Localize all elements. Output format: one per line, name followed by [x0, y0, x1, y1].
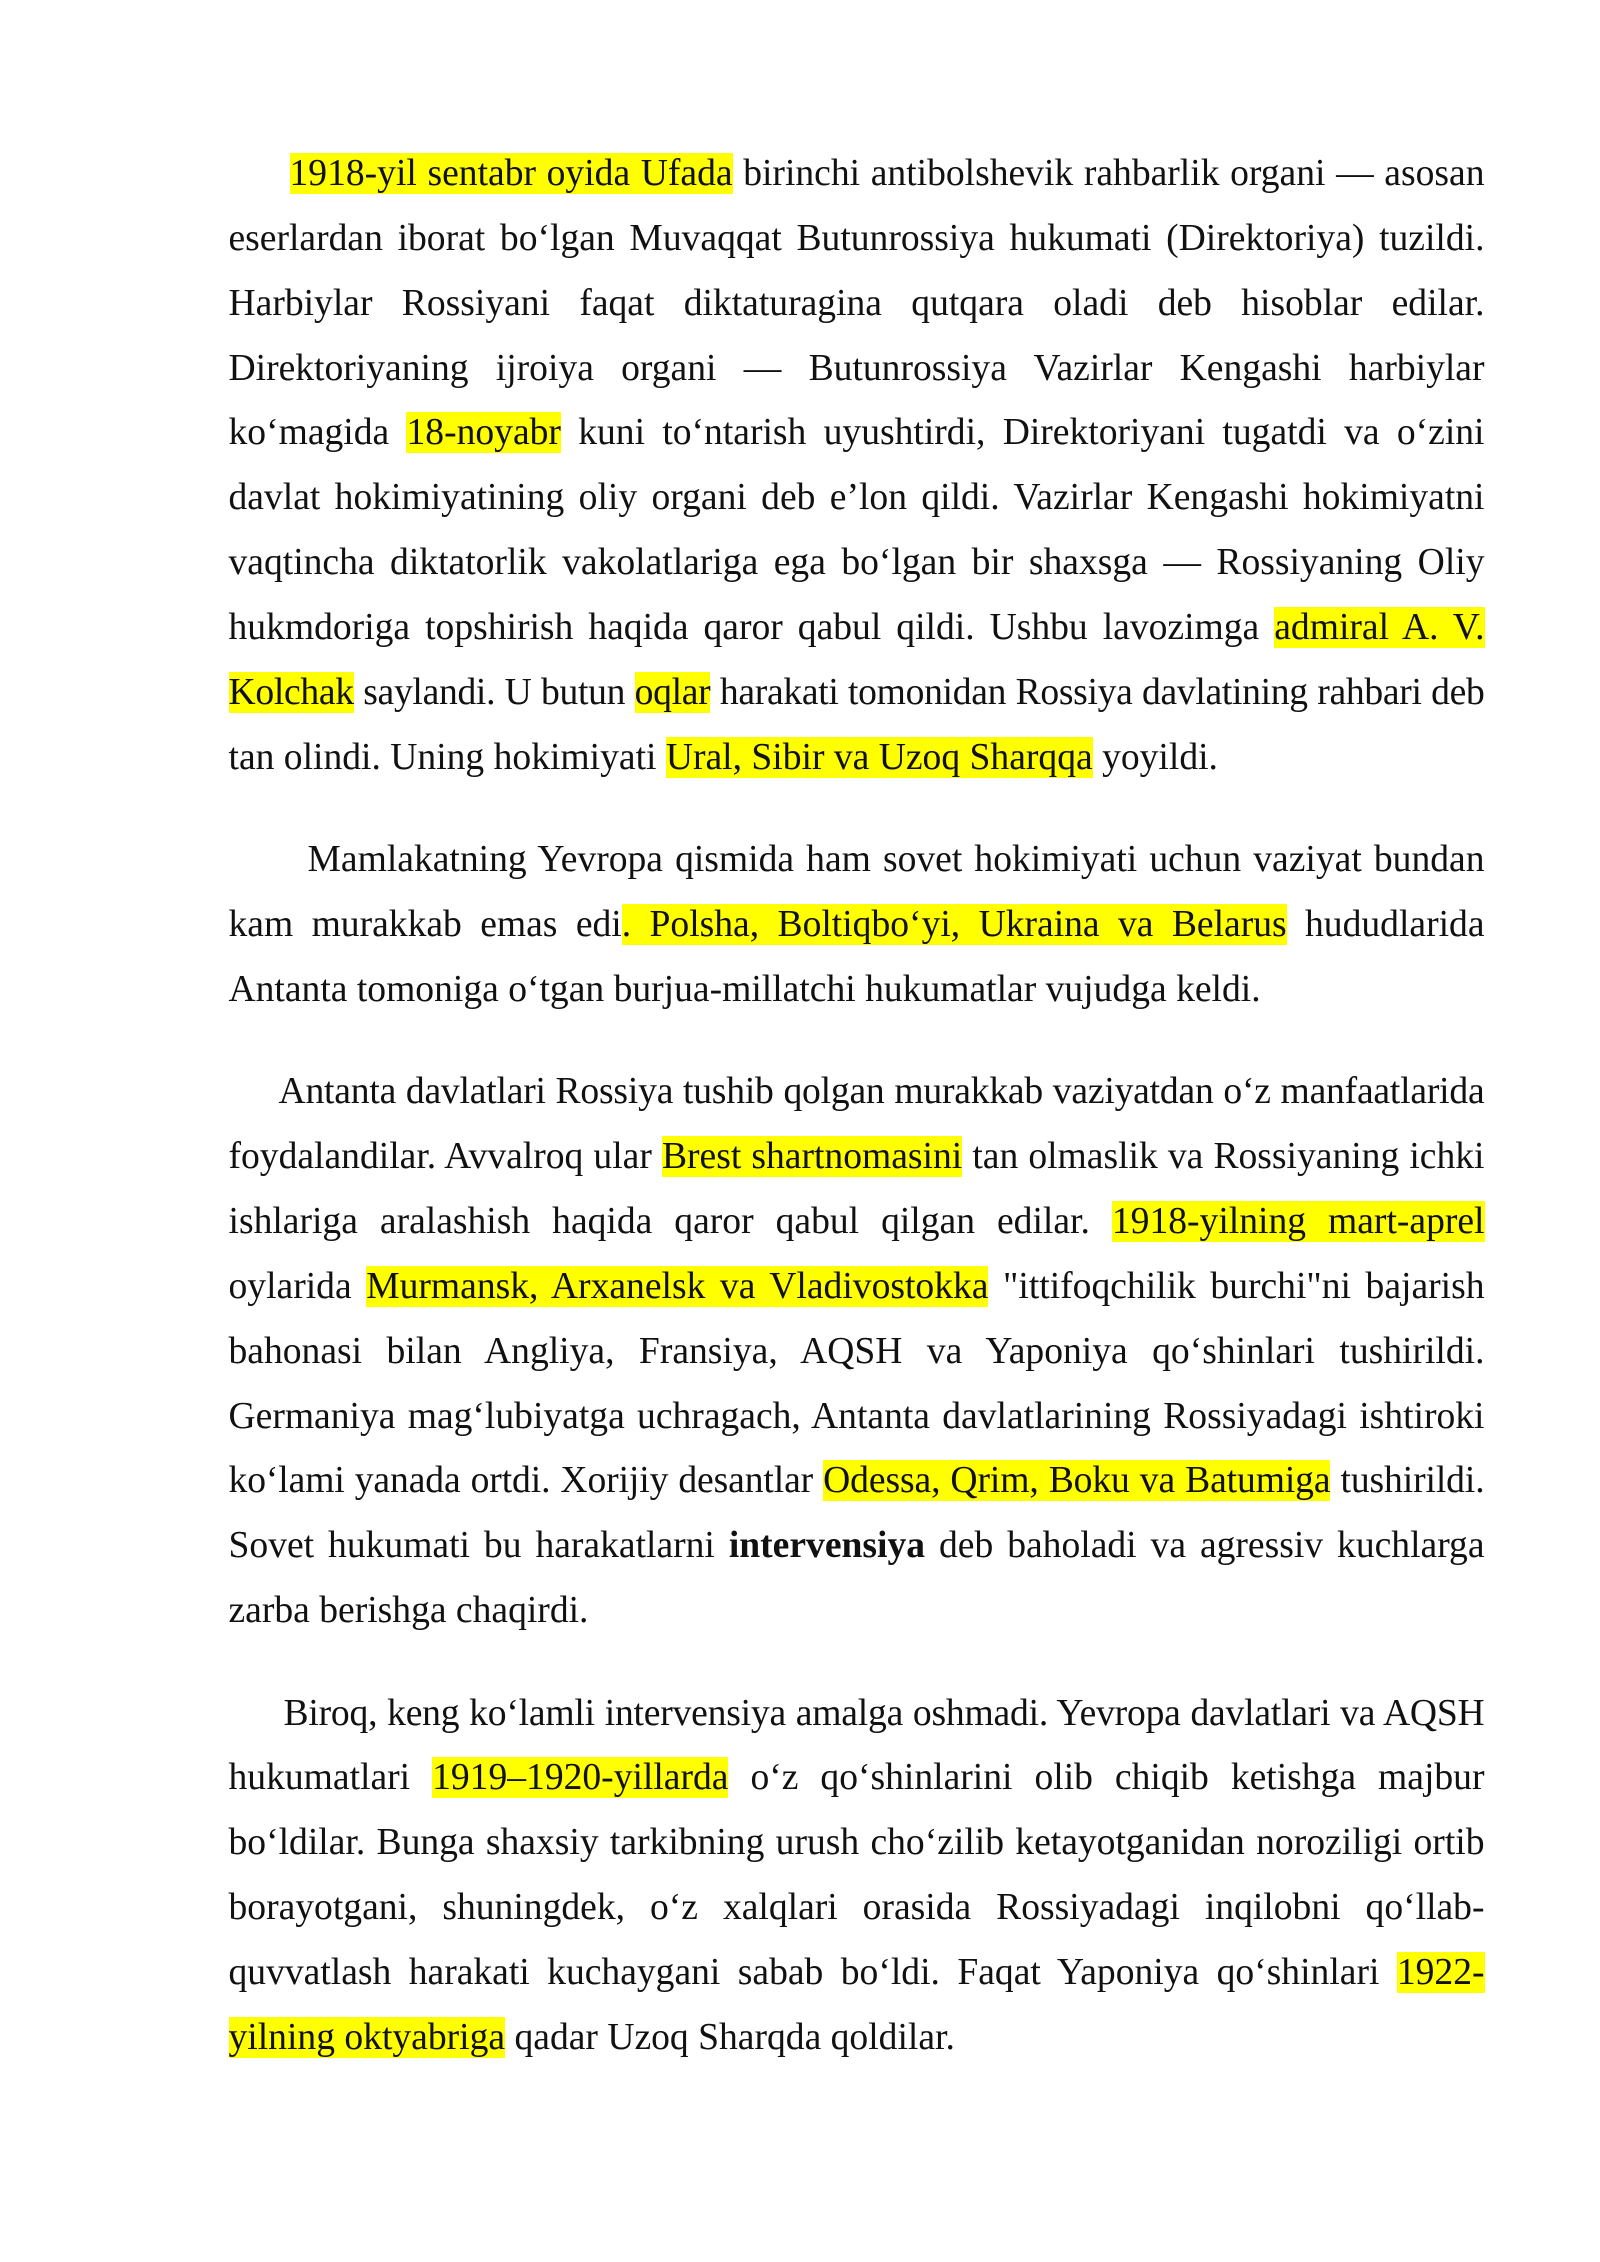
highlighted-text: Odessa, Qrim, Boku va Batumiga [823, 1460, 1331, 1502]
text-run: Antanta davlatlari Rossiya tushib qolgan murakkab vaziyatdan o‘z manfaatlarida [278, 1071, 1485, 1113]
text-run: Antanta tomoniga o‘tgan burjua-millatchi hukumatlar vujudga keldi. [228, 968, 1261, 1010]
paragraph [229, 828, 1485, 1023]
text-run: borayotgani, shuningdek, o‘z xalqlari orasida Rossiyadagi inqilobni qo‘llab- [228, 1887, 1485, 1929]
highlighted-text: 1922- [1396, 1952, 1485, 1993]
text-line [229, 2006, 1485, 2071]
text-run: foydalandilar. Avvalroq ular [228, 1136, 662, 1178]
highlighted-text: . Polsha, Boltiqbo‘yi, Ukraina va Belarus [621, 903, 1287, 945]
text-line [229, 1125, 1485, 1190]
text-run: deb baholadi va agressiv kuchlarga [925, 1525, 1485, 1567]
text-run: tan olindi. Uning hokimiyati [228, 736, 666, 778]
text-run: hududlarida [1286, 903, 1485, 945]
text-run: yoyildi. [1092, 736, 1218, 778]
text-run: hukmdoriga topshirish haqida qaror qabul qildi. Ushbu lavozimga [228, 606, 1275, 648]
text-line [229, 1385, 1485, 1450]
bold-text: intervensiya [728, 1525, 926, 1567]
highlighted-text: 1918-yilning mart-aprel [1111, 1201, 1485, 1243]
text-run: eserlardan iborat bo‘lgan Muvaqqat Butunrossiya hukumati (Direktoriya) tuzildi. [228, 217, 1485, 259]
text-run: ko‘magida [228, 412, 407, 454]
text-line [229, 958, 1485, 1023]
text-line [229, 893, 1485, 958]
text-run: vaqtincha diktatorlik vakolatlariga ega bo‘lgan bir shaxsga — Rossiyaning Oliy [228, 542, 1485, 584]
text-run: ko‘lami yanada ortdi. Xorijiy desantlar [228, 1460, 824, 1502]
text-run: Sovet hukumati bu harakatlarni [228, 1525, 729, 1567]
text-run: saylandi. U butun [353, 671, 635, 713]
text-line [229, 1255, 1485, 1320]
paragraph [229, 1060, 1485, 1644]
text-run: tan olmaslik va Rossiyaning ichki [962, 1136, 1485, 1178]
text-run: ishlariga aralashish haqida qaror qabul qilgan edilar. [228, 1201, 1112, 1243]
text-line [229, 337, 1485, 402]
text-line [229, 272, 1485, 337]
text-run: Germaniya mag‘lubiyatga uchragach, Antanta davlatlarining Rossiyadagi ishtiroki [228, 1395, 1485, 1437]
text-run: "ittifoqchilik burchi"ni bajarish [988, 1265, 1485, 1307]
text-line [229, 661, 1485, 726]
text-line [229, 1514, 1485, 1579]
text-run: Direktoriyaning ijroiya organi — Butunrossiya Vazirlar Kengashi harbiylar [228, 347, 1485, 389]
text-run: kuni to‘ntarish uyushtirdi, Direktoriyani tugatdi va o‘zini [560, 412, 1485, 454]
highlighted-text: Brest shartnomasini [661, 1136, 963, 1178]
highlighted-text: 1918-yil sentabr oyida Ufada [289, 153, 733, 194]
text-line [229, 828, 1485, 893]
text-run: birinchi antibolshevik rahbarlik organi — asosan [732, 153, 1485, 194]
paragraph [229, 142, 1485, 790]
text-line [229, 1811, 1485, 1876]
highlighted-text: 18-noyabr [406, 412, 561, 454]
text-run: harakati tomonidan Rossiya davlatining rahbari deb [710, 671, 1485, 713]
text-run: bahonasi bilan Angliya, Fransiya, AQSH va Yaponiya qo‘shinlari tushirildi. [228, 1330, 1485, 1372]
text-line [229, 142, 1485, 207]
text-line [229, 1579, 1485, 1644]
highlighted-text: yilning oktyabriga [228, 2016, 506, 2058]
text-run: kam murakkab emas edi [228, 903, 622, 945]
text-line [229, 1190, 1485, 1255]
text-run: quvvatlash harakati kuchaygani sabab bo‘ldi. Faqat Yaponiya qo‘shinlari [228, 1952, 1397, 1993]
text-line [229, 726, 1485, 791]
text-line [229, 1320, 1485, 1385]
text-line [229, 531, 1485, 596]
text-line [229, 1876, 1485, 1941]
text-run: tushirildi. [1330, 1460, 1485, 1502]
text-run: zarba berishga chaqirdi. [228, 1590, 589, 1632]
document-body [229, 142, 1485, 2108]
highlighted-text: 1919–1920-yillarda [432, 1757, 729, 1799]
text-line [229, 596, 1485, 661]
text-run: oylarida [228, 1265, 367, 1307]
text-run: Harbiylar Rossiyani faqat diktaturagina qutqara oladi deb hisoblar edilar. [228, 282, 1485, 324]
text-run: hukumatlari [228, 1757, 433, 1799]
text-line [229, 1449, 1485, 1514]
highlighted-text: admiral A. V. [1274, 606, 1485, 648]
text-run: davlat hokimiyatining oliy organi deb e’lon qildi. Vazirlar Kengashi hokimiyatni [228, 477, 1485, 519]
text-line [229, 207, 1485, 272]
highlighted-text: Kolchak [228, 671, 354, 713]
paragraph [229, 1682, 1485, 2071]
text-run: Mamlakatning Yevropa qismida ham sovet hokimiyati uchun vaziyat bundan [307, 839, 1485, 881]
text-run: o‘z qo‘shinlarini olib chiqib ketishga majbur [728, 1757, 1485, 1799]
highlighted-text: Ural, Sibir va Uzoq Sharqqa [665, 736, 1093, 778]
text-run: bo‘ldilar. Bunga shaxsiy tarkibning urush cho‘zilib ketayotganidan noroziligi ortib [228, 1822, 1485, 1864]
highlighted-text: oqlar [634, 671, 711, 713]
text-line [229, 466, 1485, 531]
text-run: qadar Uzoq Sharqda qoldilar. [505, 2016, 955, 2058]
text-line [229, 1682, 1485, 1747]
text-line [229, 1060, 1485, 1125]
text-line [229, 1941, 1485, 2006]
text-run: Biroq, keng ko‘lamli intervensiya amalga oshmadi. Yevropa davlatlari va AQSH [283, 1692, 1485, 1734]
text-line [229, 1746, 1485, 1811]
text-line [229, 401, 1485, 466]
highlighted-text: Murmansk, Arxanelsk va Vladivostokka [366, 1265, 989, 1307]
